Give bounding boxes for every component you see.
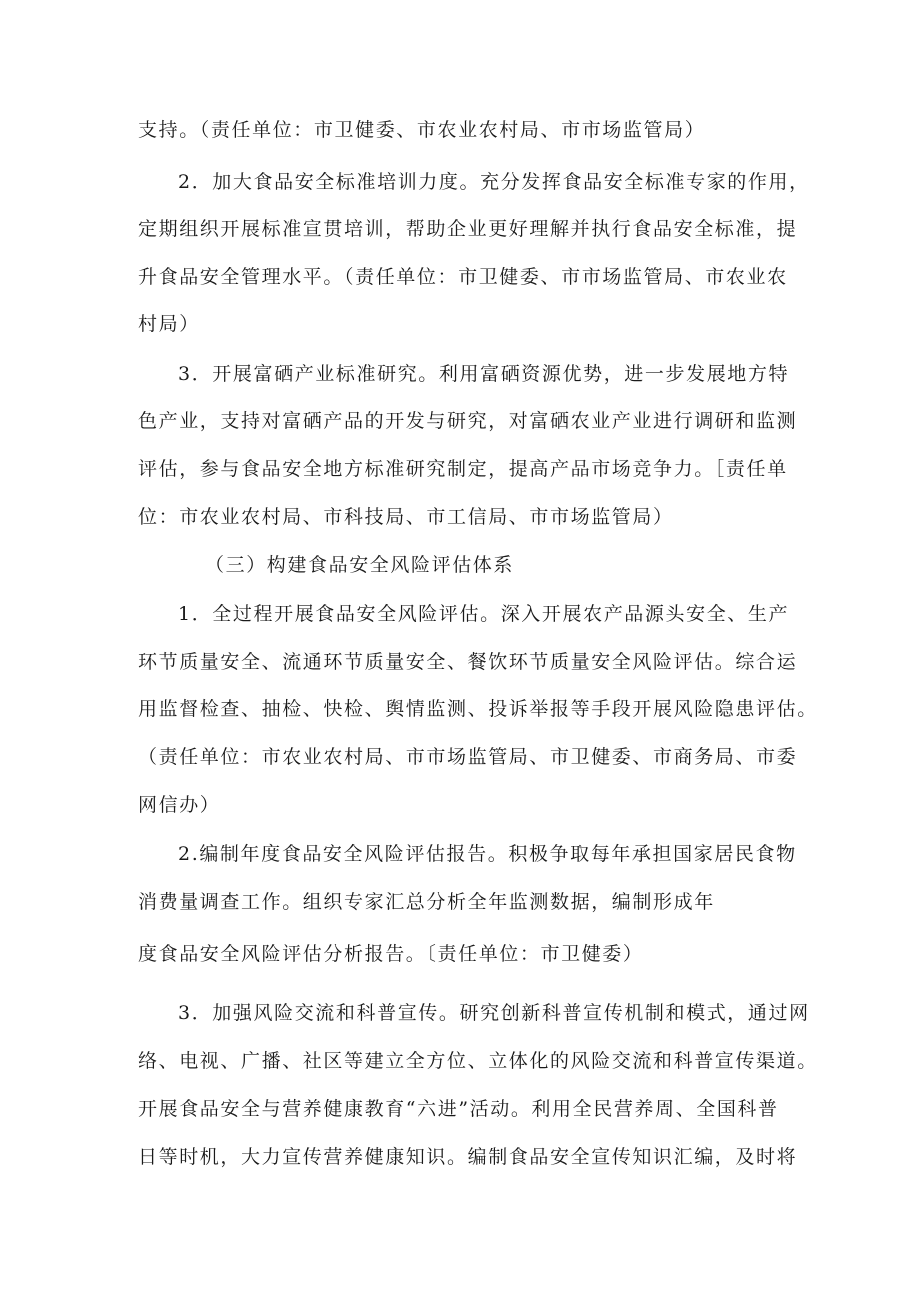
text-line: 评估，参与食品安全地方标准研究制定，提高产品市场竞争力。［责任单: [138, 458, 788, 480]
text-line: 3．加强风险交流和科普宣传。研究创新科普宣传机制和模式，通过网: [178, 1002, 810, 1024]
text-line: 络、电视、广播、社区等建立全方位、立体化的风险交流和科普宣传渠道。: [138, 1050, 818, 1072]
text-line: 网信办）: [138, 794, 221, 816]
text-line: 开展食品安全与营养健康教育“六进”活动。利用全民营养周、全国科普: [138, 1098, 779, 1120]
text-line: 定期组织开展标准宣贯培训，帮助企业更好理解并执行食品安全标准，提: [138, 218, 798, 240]
text-line: 升食品安全管理水平。（责任单位：市卫健委、市市场监管局、市农业农: [138, 266, 788, 288]
section-heading: （三）构建食品安全风险评估体系: [205, 554, 515, 576]
text-line: 日等时机，大力宣传营养健康知识。编制食品安全宣传知识汇编，及时将: [138, 1146, 798, 1168]
text-line: 支持。（责任单位：市卫健委、市农业农村局、市市场监管局）: [138, 119, 706, 141]
text-line: （责任单位：市农业农村局、市市场监管局、市卫健委、市商务局、市委: [138, 746, 798, 768]
text-line: 2.编制年度食品安全风险评估报告。积极争取每年承担国家居民食物: [178, 843, 797, 865]
text-line: 2．加大食品安全标准培训力度。充分发挥食品安全标准专家的作用，: [178, 171, 810, 193]
text-line: 村局）: [138, 313, 200, 335]
text-line: 色产业，支持对富硒产品的开发与研究，对富硒农业产业进行调研和监测: [138, 410, 798, 432]
text-line: 消费量调查工作。组织专家汇总分析全年监测数据，编制形成年: [138, 891, 715, 913]
text-line: 环节质量安全、流通环节质量安全、餐饮环节质量安全风险评估。综合运: [138, 651, 798, 673]
text-line: 位：市农业农村局、市科技局、市工信局、市市场监管局）: [138, 506, 674, 528]
text-line: 用监督检查、抽检、快检、舆情监测、投诉举报等手段开展风险隐患评估。: [138, 698, 818, 720]
text-line: 度食品安全风险评估分析报告。〔责任单位：市卫健委）: [138, 943, 644, 965]
text-line: 1．全过程开展食品安全风险评估。深入开展农产品源头安全、生产: [178, 603, 790, 625]
text-line: 3．开展富硒产业标准研究。利用富硒资源优势，进一步发展地方特: [178, 363, 790, 385]
